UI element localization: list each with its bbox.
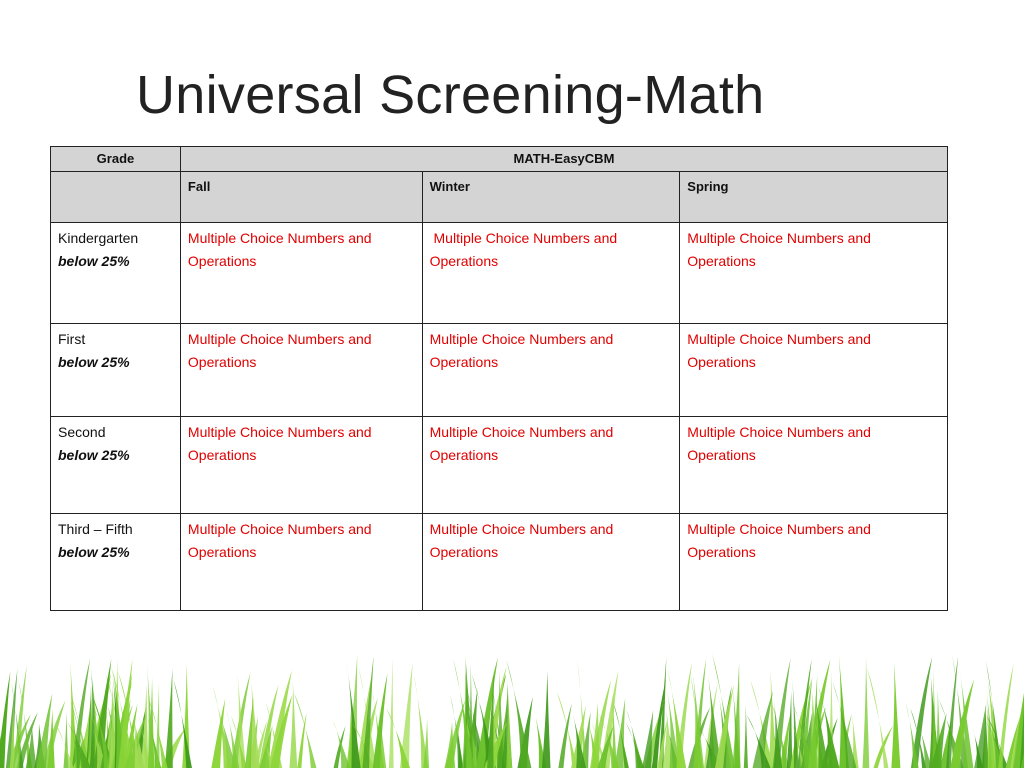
measure-cell: Multiple Choice Numbers and Operations <box>422 324 680 417</box>
table-row <box>51 514 948 611</box>
measure-cell: Multiple Choice Numbers and Operations <box>680 417 948 514</box>
measure-cell: Multiple Choice Numbers and Operations <box>422 223 680 324</box>
measure-cell: Multiple Choice Numbers and Operations <box>422 514 680 611</box>
header-row-2 <box>51 172 948 223</box>
grass-border-image <box>0 648 1024 768</box>
measure-cell: Multiple Choice Numbers and Operations <box>180 324 422 417</box>
grade-threshold: below 25% <box>58 354 130 370</box>
season-header-fall: Fall <box>180 172 422 223</box>
season-header-spring: Spring <box>680 172 948 223</box>
measure-cell: Multiple Choice Numbers and Operations <box>180 514 422 611</box>
header-row-1 <box>51 147 948 172</box>
grade-threshold: below 25% <box>58 544 130 560</box>
grade-header: Grade <box>51 147 181 172</box>
measure-cell: Multiple Choice Numbers and Operations <box>680 324 948 417</box>
group-header: MATH-EasyCBM <box>180 147 947 172</box>
table-row <box>51 223 948 324</box>
measure-cell: Multiple Choice Numbers and Operations <box>680 514 948 611</box>
season-header-winter: Winter <box>422 172 680 223</box>
table-row <box>51 324 948 417</box>
measure-cell: Multiple Choice Numbers and Operations <box>422 417 680 514</box>
grade-threshold: below 25% <box>58 447 130 463</box>
slide-title: Universal Screening-Math <box>136 65 765 125</box>
measure-cell: Multiple Choice Numbers and Operations <box>180 417 422 514</box>
blank-header-cell <box>51 172 181 223</box>
grade-cell <box>51 417 181 514</box>
measure-cell: Multiple Choice Numbers and Operations <box>680 223 948 324</box>
measure-cell: Multiple Choice Numbers and Operations <box>180 223 422 324</box>
grade-cell <box>51 514 181 611</box>
screening-table <box>50 146 948 611</box>
grade-label: First <box>58 331 86 347</box>
grade-cell <box>51 223 181 324</box>
grade-cell <box>51 324 181 417</box>
grade-label: Kindergarten <box>58 230 139 246</box>
grade-label: Second <box>58 424 106 440</box>
table-row <box>51 417 948 514</box>
grade-threshold: below 25% <box>58 253 130 269</box>
grade-label: Third – Fifth <box>58 521 133 537</box>
